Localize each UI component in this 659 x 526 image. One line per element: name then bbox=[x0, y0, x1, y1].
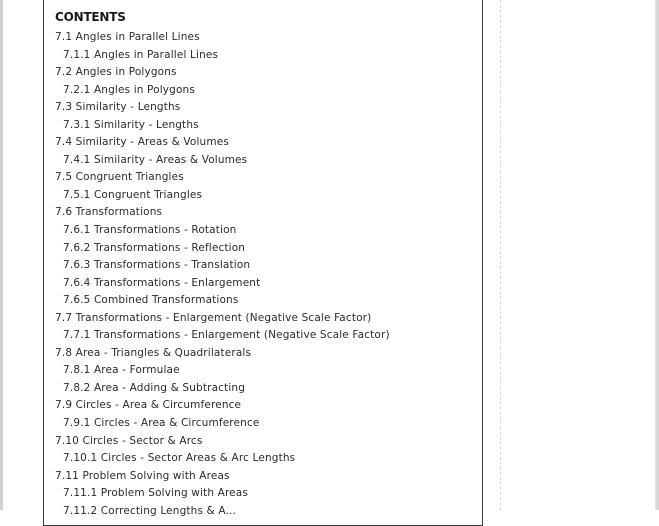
toc-section-link[interactable]: 7.5 Congruent Triangles bbox=[55, 171, 184, 184]
toc-subsection-link[interactable]: 7.1.1 Angles in Parallel Lines bbox=[63, 48, 219, 61]
toc-subsection-link[interactable]: 7.3.1 Similarity - Lengths bbox=[63, 118, 199, 131]
toc-section-link[interactable]: 7.6 Transformations bbox=[55, 206, 163, 219]
contents-panel bbox=[43, 0, 483, 526]
toc-section-link[interactable]: 7.4 Similarity - Areas & Volumes bbox=[55, 136, 229, 149]
toc-subsection-link[interactable]: 7.6.1 Transformations - Rotation bbox=[63, 224, 237, 237]
toc-subsection-link[interactable]: 7.8.2 Area - Adding & Subtracting bbox=[63, 381, 246, 394]
toc-list bbox=[55, 29, 390, 520]
toc-subsection-link[interactable]: 7.9.1 Circles - Area & Circumference bbox=[63, 417, 260, 430]
toc-section-link[interactable]: 7.1 Angles in Parallel Lines bbox=[55, 31, 200, 43]
column-guide-line bbox=[500, 0, 501, 510]
toc-subsection-link[interactable]: 7.11.1 Problem Solving with Areas bbox=[63, 487, 248, 500]
toc-subsection-link[interactable]: 7.8.1 Area - Formulae bbox=[63, 364, 180, 377]
toc-subsection-link[interactable]: 7.4.1 Similarity - Areas & Volumes bbox=[63, 153, 248, 166]
toc-section-link[interactable]: 7.11 Problem Solving with Areas bbox=[55, 469, 230, 482]
toc-subsection-link[interactable]: 7.10.1 Circles - Sector Areas & Arc Lengths bbox=[63, 452, 296, 465]
toc-subsection-link[interactable]: 7.11.2 Correcting Lengths & A... bbox=[63, 504, 236, 517]
page-left-border bbox=[0, 0, 3, 510]
toc-subsection-link[interactable]: 7.6.3 Transformations - Translation bbox=[63, 259, 251, 272]
toc-subsection-link[interactable]: 7.5.1 Congruent Triangles bbox=[63, 188, 203, 201]
toc-section-link[interactable]: 7.2 Angles in Polygons bbox=[55, 66, 177, 79]
page-right-border bbox=[655, 0, 659, 510]
toc-subsection-link[interactable]: 7.6.2 Transformations - Reflection bbox=[63, 241, 246, 254]
toc-section-link[interactable]: 7.3 Similarity - Lengths bbox=[55, 101, 181, 114]
toc-section-link[interactable]: 7.9 Circles - Area & Circumference bbox=[55, 399, 242, 412]
contents-heading: CONTENTS bbox=[55, 10, 126, 24]
toc-subsection-link[interactable]: 7.6.4 Transformations - Enlargement bbox=[63, 276, 261, 289]
toc-subsection-link[interactable]: 7.6.5 Combined Transformations bbox=[63, 294, 239, 307]
toc-section-link[interactable]: 7.7 Transformations - Enlargement (Negative Scale Factor) bbox=[55, 311, 372, 324]
toc-subsection-link[interactable]: 7.7.1 Transformations - Enlargement (Negative Scale Factor) bbox=[63, 329, 390, 342]
toc-section-link[interactable]: 7.10 Circles - Sector & Arcs bbox=[55, 434, 203, 447]
toc-subsection-link[interactable]: 7.2.1 Angles in Polygons bbox=[63, 83, 195, 96]
toc-section-link[interactable]: 7.8 Area - Triangles & Quadrilaterals bbox=[55, 346, 252, 359]
